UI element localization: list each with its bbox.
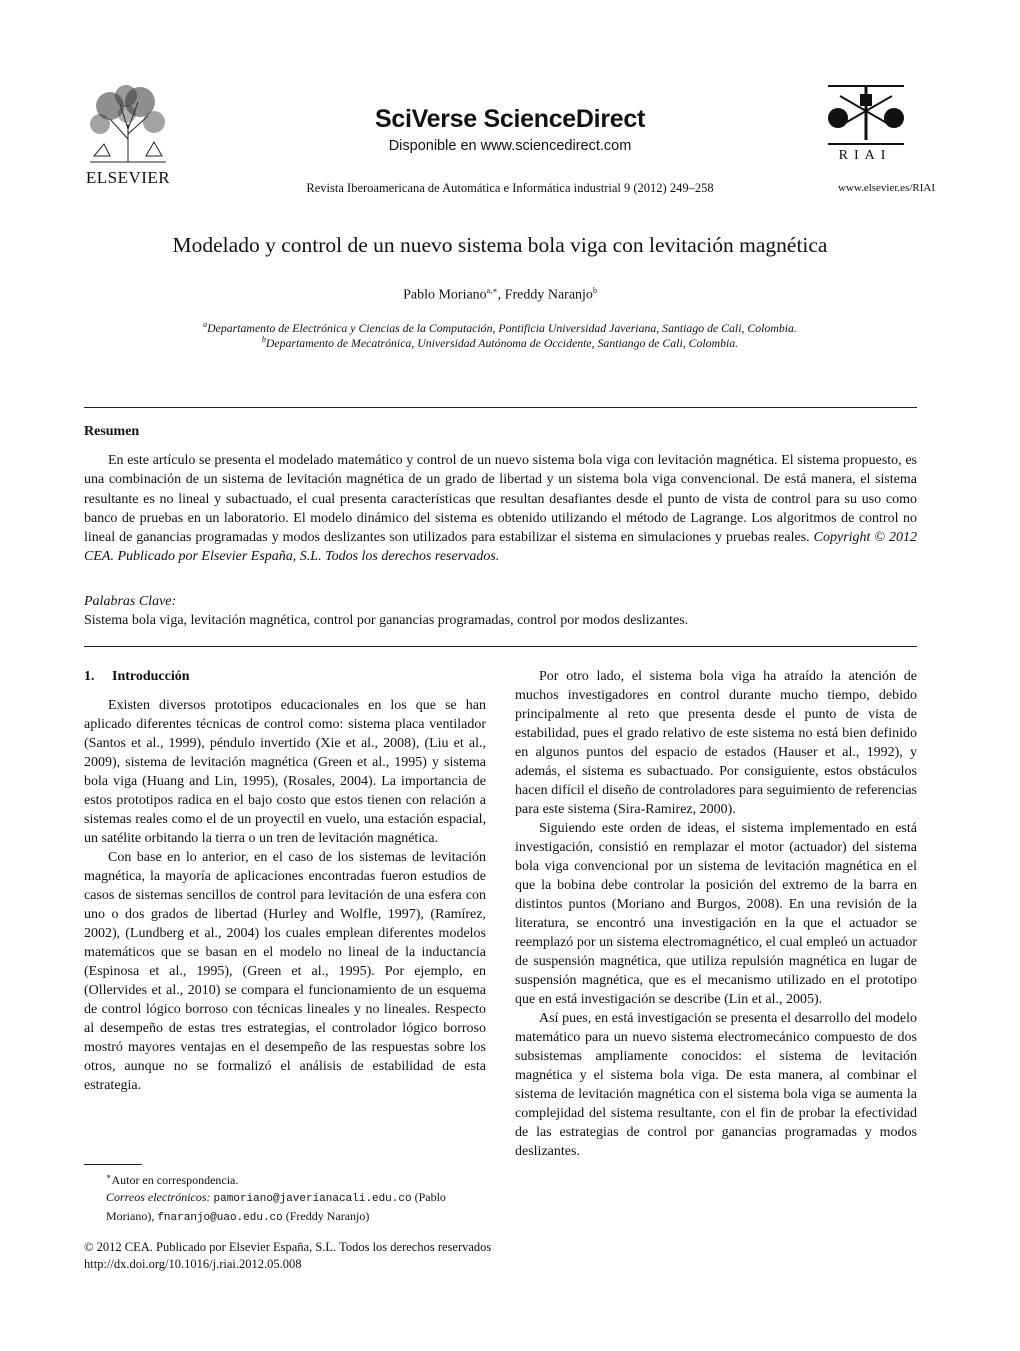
affiliation-a-text: Departamento de Electrónica y Ciencias de la Computación, Pontificia Universidad Javeriana, Santiago de Cali, Colombia. bbox=[207, 320, 797, 335]
riai-wordmark: RIAI bbox=[838, 148, 892, 163]
journal-citation: Revista Iberoamericana de Automática e Informática industrial 9 (2012) 249–258 bbox=[306, 181, 714, 195]
divider-top bbox=[84, 407, 917, 408]
keywords-label: Palabras Clave: bbox=[84, 594, 177, 609]
journal-url[interactable]: www.elsevier.es/RIAI bbox=[837, 182, 935, 194]
footnote-star: ∗ bbox=[106, 1172, 112, 1181]
elsevier-tree-icon bbox=[80, 84, 176, 166]
section-heading bbox=[84, 667, 486, 686]
footnote-rule bbox=[84, 1164, 142, 1165]
section-number: 1. bbox=[84, 669, 95, 684]
affiliation-b-text: Departamento de Mecatrónica, Universidad Autónoma de Occidente, Santiango de Cali, Colombia. bbox=[265, 335, 739, 350]
paragraph: Por otro lado, el sistema bola viga ha atraído la atención de muchos investigadores en control durante mucho tiempo, debido principalmente al reto que presenta desde el punto de vista de estabilidad, pues el grado relativo de este sistema no está bien definido en algunos puntos del espacio de estados (Hauser et al., 1992), y además, el sistema es subactuado. Por consiguiente, estos obstáculos hacen difícil el diseño de controladores para seguimiento de referencias para este sistema (Sira-Ramirez, 2000). bbox=[515, 669, 917, 817]
affiliation-b bbox=[60, 335, 940, 351]
abstract-heading: Resumen bbox=[84, 424, 140, 439]
footnote-corresponding-text: Autor en correspondencia. bbox=[111, 1173, 239, 1187]
author-2: Freddy Naranjo bbox=[504, 287, 593, 303]
author-2-affil: b bbox=[592, 286, 597, 295]
email-link-1[interactable]: pamoriano@javerianacali.edu.co bbox=[213, 1193, 412, 1205]
author-1: Pablo Moriano bbox=[403, 287, 487, 303]
authors bbox=[60, 286, 940, 304]
section-title: Introducción bbox=[112, 669, 190, 684]
footer-copyright: © 2012 CEA. Publicado por Elsevier España, S.L. Todos los derechos reservados bbox=[84, 1240, 492, 1254]
keywords: Sistema bola viga, levitación magnética, control por ganancias programadas, control por modos deslizantes. bbox=[84, 613, 689, 628]
paragraph: Existen diversos prototipos educacionales en los que se han aplicado diferentes técnicas de control como: sistema placa ventilador (Santos et al., 1999), péndulo invertido (Xie et al., 2008), (Liu et al., 2009), sistema de levitación magnética (Green et al., 1995) y sistema bola viga (Huang and Lin, 1995), (Rosales, 2004). La importancia de estos prototipos radica en el bajo costo que estos tienen con relación a sistemas reales como el de un proyectil en vuelo, una estación espacial, un satélite orbitando la tierra o un tren de levitación magnética. bbox=[84, 698, 486, 846]
footnote-corresponding bbox=[84, 1168, 486, 1189]
affiliation-a bbox=[60, 320, 940, 336]
page-footer bbox=[84, 1239, 684, 1273]
elsevier-logo bbox=[80, 84, 176, 188]
footnote-emails bbox=[84, 1189, 486, 1227]
paragraph: Con base en lo anterior, en el caso de los sistemas de levitación magnética, la mayoría de aplicaciones encontradas fueron estudios de casos de sistemas sencillos de control para levitación de una esfera con uno o dos grados de libertad (Hurley and Wolfle, 1997), (Ramírez, 2002), (Lundberg et al., 2004) los cuales emplean diferentes modelos matemáticos que se basan en el modelo no lineal de la inductancia (Espinosa et al., 1995), (Green et al., 1995). Por ejemplo, en (Ollervides et al., 2010) se compara el funcionamiento de un esquema de control lógico borroso con técnicas lineales y no lineales. Respecto al desempeño de estas tres estrategias, el controlador lógico borroso mostró mayores ventajas en el desempeño de las respuestas sobre los otros, aunque no se formalizó el análisis de estabilidad de esta estrategia. bbox=[84, 850, 486, 1093]
riai-emblem-icon bbox=[820, 82, 910, 148]
column-left bbox=[84, 667, 486, 1095]
paragraph: Siguiendo este orden de ideas, el sistema implementado en está investigación, consistió en remplazar el motor (actuador) del sistema bola viga convencional por un sistema de levitación magnética en el que la bobina debe controlar la posición del extremo de la barra en distintos puntos (Moriano and Burgos, 2008). En una revisión de la literatura, se encontró una investigación en la que el actuador se reemplazó por un sistema electromagnético, el cual empleó un actuador de suspensión magnética, que utiliza repulsión magnética en lugar de suspensión magnética, que es el mecanismo utilizado en el prototipo que en está investigación se describe (Lin et al., 2005). bbox=[515, 821, 917, 1007]
abstract-copyright: Copyright © 2012 CEA. Publicado por Elsevier España, S.L. Todos los derechos reservados. bbox=[84, 530, 918, 565]
brand-subtitle: Disponible en www.sciencedirect.com bbox=[388, 138, 632, 154]
footnote bbox=[84, 1168, 486, 1227]
paragraph: Así pues, en está investigación se presenta el desarrollo del modelo matemático para un nuevo sistema electromecánico compuesto de dos subsistemas ampliamente conocidos: el sistema de levitación magnética y el sistema bola viga. De esta manera, al combinar el sistema de levitación magnética con el sistema bola viga se aumenta la complejidad del sistema resultante, con el fin de probar la efectividad de las estrategias de control por ganancias programadas y modos deslizantes. bbox=[515, 1011, 917, 1159]
author-1-affil: a,∗ bbox=[486, 286, 498, 295]
elsevier-wordmark: ELSEVIER bbox=[85, 168, 171, 187]
email-link-2[interactable]: fnaranjo@uao.edu.co bbox=[157, 1212, 283, 1224]
footnote-emails-label: Correos electrónicos: bbox=[106, 1190, 211, 1204]
column-right bbox=[515, 667, 917, 1161]
email-name-2: (Freddy Naranjo) bbox=[282, 1209, 370, 1223]
brand-title: SciVerse ScienceDirect bbox=[375, 105, 645, 133]
footer-doi-link[interactable]: http://dx.doi.org/10.1016/j.riai.2012.05.008 bbox=[84, 1257, 302, 1271]
author-separator: , bbox=[497, 287, 505, 303]
abstract-text: En este artículo se presenta el modelado matemático y control de un nuevo sistema bola viga con levitación magnética. El sistema propuesto, es una combinación de un sistema de levitación magnética de un grado de libertad y un sistema bola viga convencional. De está manera, el sistema resultante es no lineal y subactuado, el cual presenta características que resultan desafiantes desde el punto de vista de control para su uso como banco de pruebas en un laboratorio. El modelo dinámico del sistema es obtenido utilizando el método de Lagrange. Los algoritmos de control no lineal de ganancias programadas y modos deslizantes son utilizados para estabilizar el sistema en simulaciones y pruebas reales. bbox=[84, 453, 917, 546]
abstract-body bbox=[84, 451, 917, 567]
article-title: Modelado y control de un nuevo sistema bola viga con levitación magnética bbox=[172, 233, 828, 257]
divider-bottom bbox=[84, 646, 917, 647]
affiliation-a-sup: a bbox=[203, 320, 208, 329]
affiliation-b-sup: b bbox=[261, 335, 266, 344]
email-name-1: (Pablo Moriano), bbox=[106, 1190, 446, 1223]
